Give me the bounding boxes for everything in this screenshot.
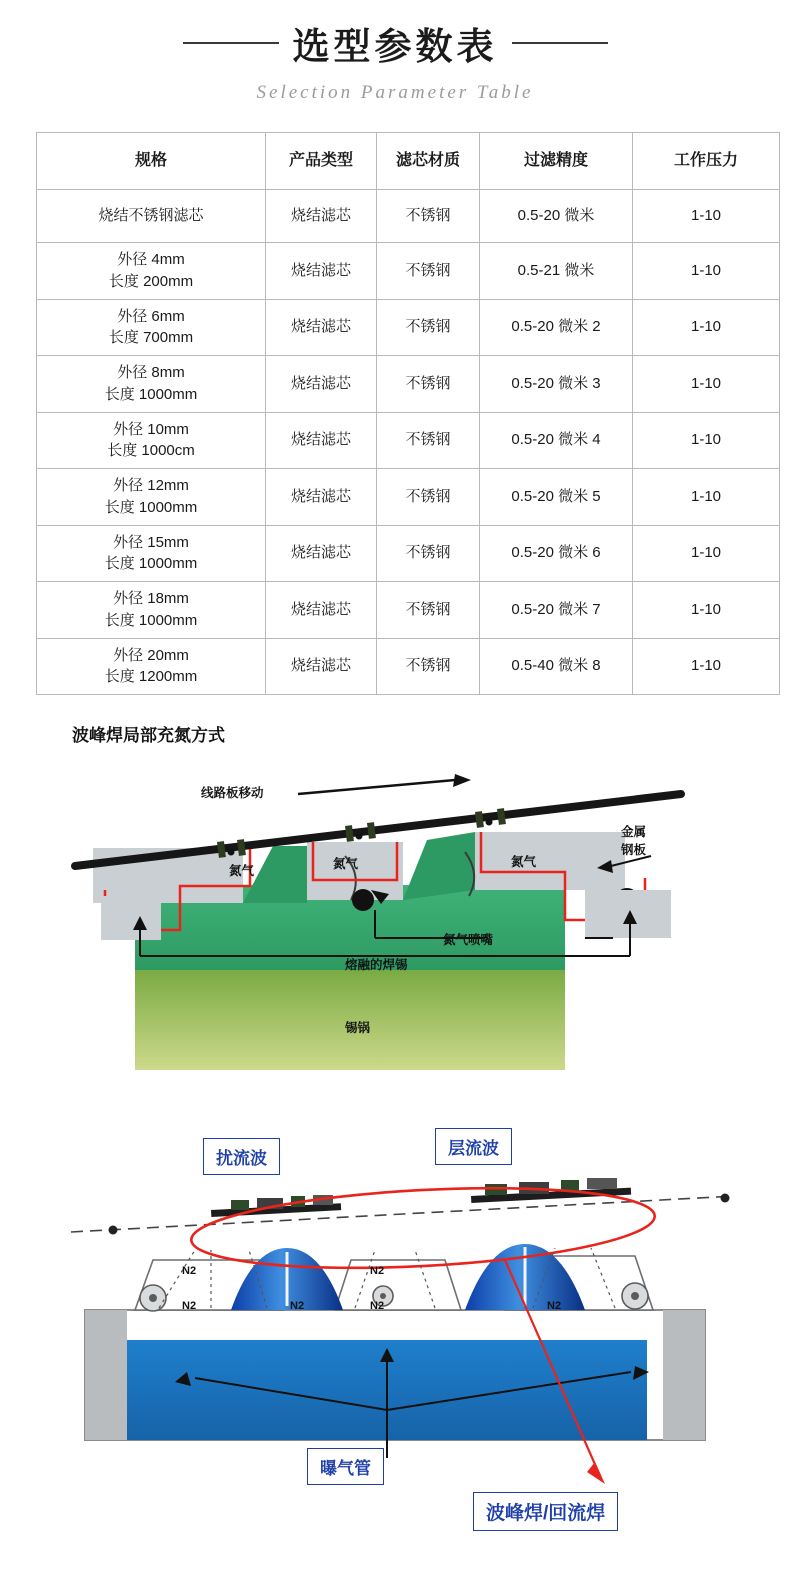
cell-spec-line1: 外径 6mm [117,307,185,325]
cell-spec-line1: 外径 8mm [117,364,185,381]
table-row [37,356,780,413]
cell-spec [37,525,266,582]
label-wave-reflow: 波峰焊/回流焊 [473,1492,618,1531]
cell-type: 烧结滤芯 [266,525,377,582]
cell-spec-line2: 长度 1000mm [104,385,198,403]
cell-precision: 0.5-40 微米 8 [480,638,633,695]
cell-pressure: 1-10 [633,190,780,243]
n2-tag-6: N2 [547,1300,562,1312]
cell-spec-line2: 长度 1000mm [104,498,198,516]
table-row [37,582,780,639]
table-row [37,190,780,243]
cell-precision: 0.5-21 微米 [480,243,633,300]
cell-precision: 0.5-20 微米 7 [480,582,633,639]
cell-spec-line2: 长度 1200mm [104,668,198,686]
label-nitrogen-right: 氮气 [511,855,537,869]
cell-spec [37,299,266,356]
label-turbulent-wave: 扰流波 [203,1138,280,1175]
cell-spec-line1: 外径 18mm [113,590,189,607]
n2-tag-2: N2 [182,1300,197,1312]
label-aeration-tube: 曝气管 [307,1448,384,1485]
cell-pressure: 1-10 [633,412,780,469]
cell-material: 不锈钢 [377,356,480,413]
cell-spec-line2: 长度 1000mm [104,611,198,629]
spec-table-wrap [36,132,754,695]
cell-spec-line2: 长度 1000cm [107,442,195,460]
label-nitrogen-left: 氮气 [229,864,255,878]
cell-spec-line1: 外径 20mm [113,646,189,664]
label-metal-plate-line2: 钢板 [621,843,647,857]
cell-spec-line2: 长度 1000mm [104,555,198,573]
title-row [0,16,790,70]
cell-pressure: 1-10 [633,582,780,639]
cell-precision: 0.5-20 微米 3 [480,356,633,413]
figure2-svg [35,1110,755,1540]
column-header-type: 产品类型 [266,133,377,190]
cell-pressure: 1-10 [633,525,780,582]
title-rule-right [512,42,608,44]
cell-pressure: 1-10 [633,638,780,695]
label-nitrogen-mid: 氮气 [333,857,359,871]
table-row [37,412,780,469]
cell-material: 不锈钢 [377,582,480,639]
page-title: 选型参数表 [292,25,498,68]
cell-type: 烧结滤芯 [266,412,377,469]
cell-precision: 0.5-20 微米 5 [480,469,633,526]
column-header-pressure: 工作压力 [633,133,780,190]
cell-spec [37,356,266,413]
cell-spec [37,243,266,300]
figure1-svg [45,760,745,1090]
n2-tag-1: N2 [182,1265,197,1277]
cell-spec-line2: 长度 700mm [108,329,194,347]
cell-material: 不锈钢 [377,469,480,526]
table-row [37,638,780,695]
label-solder-pot: 锡锅 [345,1021,371,1035]
cell-spec-line1: 外径 4mm [117,251,185,268]
table-row [37,469,780,526]
n2-tag-4: N2 [370,1265,385,1277]
cell-precision: 0.5-20 微米 6 [480,525,633,582]
column-header-spec: 规格 [37,133,266,190]
cell-type: 烧结滤芯 [266,582,377,639]
cell-material: 不锈钢 [377,412,480,469]
cell-pressure: 1-10 [633,299,780,356]
section-heading: 波峰焊局部充氮方式 [72,726,225,745]
table-header-row [37,133,780,190]
column-header-material: 滤芯材质 [377,133,480,190]
cell-material: 不锈钢 [377,525,480,582]
cell-type: 烧结滤芯 [266,356,377,413]
n2-tag-3: N2 [290,1300,305,1312]
cell-spec-line1: 外径 15mm [113,533,189,551]
column-header-precision: 过滤精度 [480,133,633,190]
label-board-move: 线路板移动 [201,786,264,800]
cell-type: 烧结滤芯 [266,469,377,526]
cell-spec-line1: 外径 12mm [113,477,189,494]
cell-precision: 0.5-20 微米 2 [480,299,633,356]
cell-spec-line1: 烧结不锈钢滤芯 [98,207,204,225]
label-molten-solder: 熔融的焊锡 [345,958,408,972]
cell-spec [37,638,266,695]
cell-material: 不锈钢 [377,243,480,300]
cell-material: 不锈钢 [377,638,480,695]
label-laminar-wave: 层流波 [435,1128,512,1165]
cell-spec [37,412,266,469]
cell-material: 不锈钢 [377,190,480,243]
n2-tag-5: N2 [370,1300,385,1312]
title-rule-left [183,42,279,44]
cell-material: 不锈钢 [377,299,480,356]
label-metal-plate-line1: 金属 [621,825,647,839]
cell-pressure: 1-10 [633,469,780,526]
cell-pressure: 1-10 [633,243,780,300]
figure-nitrogen-wave-solder [45,760,745,1090]
cell-type: 烧结滤芯 [266,299,377,356]
spec-table [36,132,780,695]
table-row [37,243,780,300]
figure-wave-types [35,1110,755,1540]
label-nitrogen-nozzle: 氮气喷嘴 [443,933,494,947]
cell-spec [37,582,266,639]
cell-spec-line1: 外径 10mm [113,420,189,438]
cell-type: 烧结滤芯 [266,638,377,695]
cell-spec-line2: 长度 200mm [108,272,194,290]
table-row [37,299,780,356]
cell-type: 烧结滤芯 [266,243,377,300]
page-header [0,0,790,104]
table-row [37,525,780,582]
cell-pressure: 1-10 [633,356,780,413]
cell-precision: 0.5-20 微米 4 [480,412,633,469]
cell-spec [37,190,266,243]
cell-type: 烧结滤芯 [266,190,377,243]
cell-precision: 0.5-20 微米 [480,190,633,243]
page-subtitle: Selection Parameter Table [256,82,534,103]
cell-spec [37,469,266,526]
